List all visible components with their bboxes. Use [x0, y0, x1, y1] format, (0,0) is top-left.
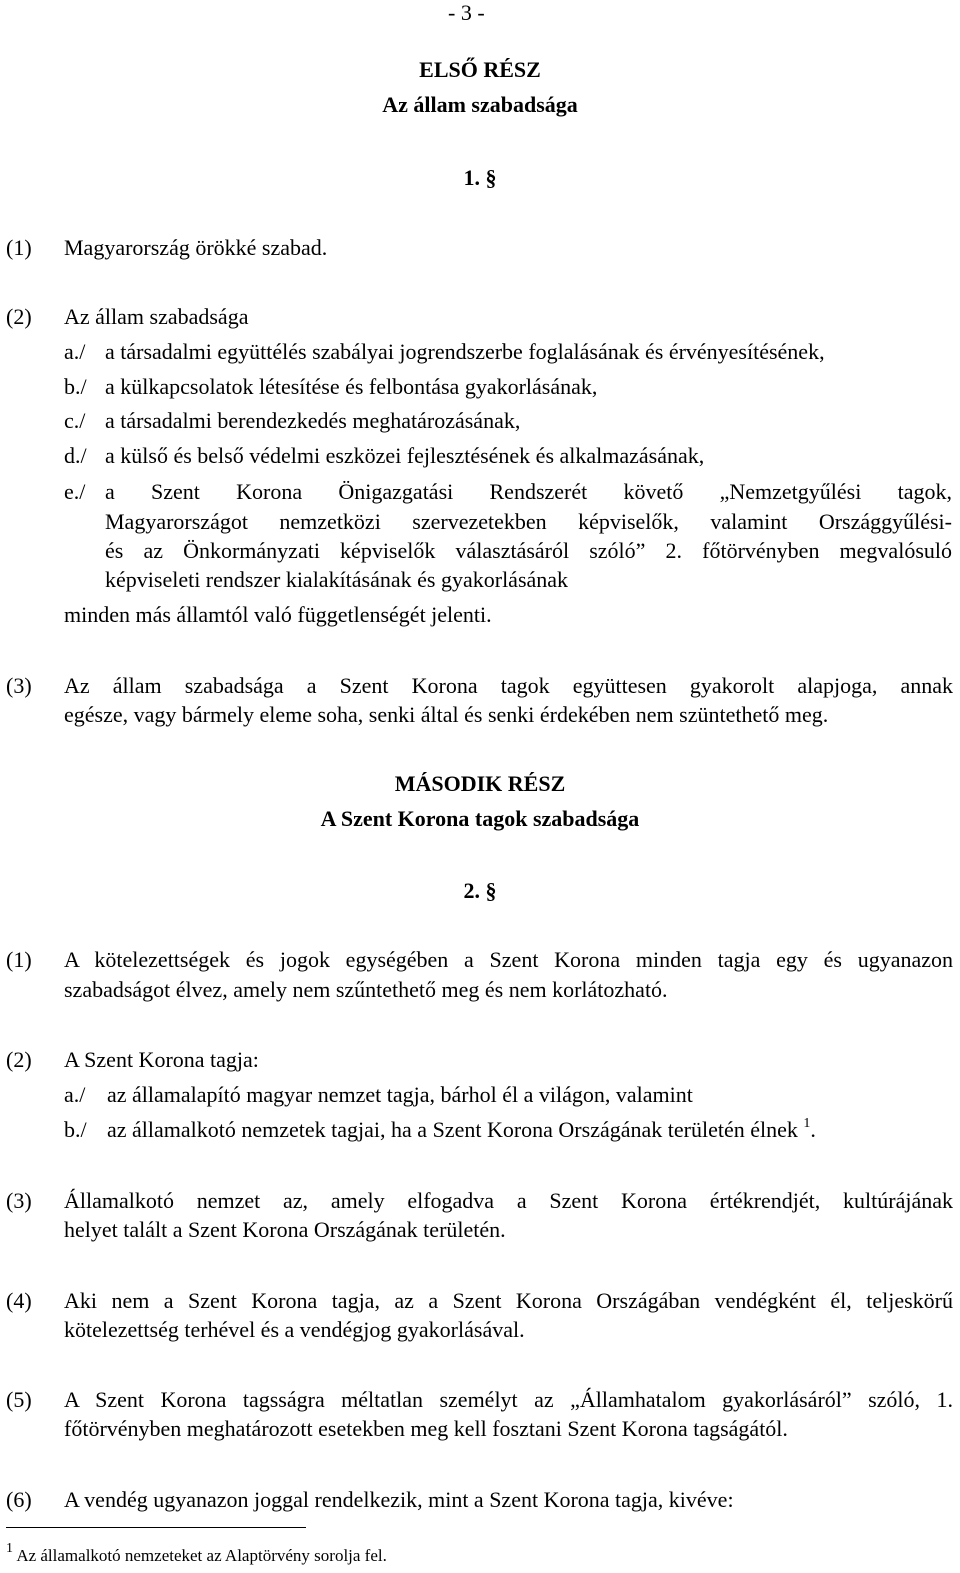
paragraph-number: (2) [6, 1047, 32, 1072]
list-item-text: a külső és belső védelmi eszközei fejlesztésének és alkalmazásának, [105, 443, 705, 468]
list-item-letter: d./ [64, 443, 87, 468]
part-title: Az állam szabadsága [382, 92, 578, 117]
list-item-letter: a./ [64, 339, 86, 364]
paragraph-number: (1) [6, 235, 32, 260]
list-item-text: a társadalmi berendezkedés meghatározásának, [105, 408, 521, 433]
paragraph-number: (1) [6, 947, 32, 972]
page-number: - 3 - [448, 0, 485, 25]
section-number: 1. § [463, 165, 497, 190]
list-item-text: az államalapító magyar nemzet tagja, bárhol él a világon, valamint [107, 1082, 693, 1107]
paragraph-text: Az állam szabadsága [64, 304, 249, 329]
list-item-text-main: az államalkotó nemzetek tagjai, ha a Szent Korona Országának területén élnek [107, 1117, 798, 1142]
list-item-text: a Szent Korona Önigazgatási Rendszerét követő „Nemzetgyűlési tagok, [105, 479, 952, 504]
footnote-mark: 1 [6, 1541, 13, 1557]
list-item-letter: b./ [64, 374, 87, 399]
paragraph-text: Aki nem a Szent Korona tagja, az a Szent Korona Országában vendégként él, teljeskörű [64, 1288, 953, 1313]
list-item-text: és az Önkormányzati képviselők választásáról szóló” 2. főtörvényben megvalósuló [105, 538, 952, 563]
part-heading: MÁSODIK RÉSZ [394, 771, 566, 796]
paragraph-number: (4) [6, 1288, 32, 1313]
paragraph-text: Az állam szabadsága a Szent Korona tagok együttesen gyakorolt alapjoga, annak [64, 673, 953, 698]
paragraph-number: (2) [6, 304, 32, 329]
paragraph-text: főtörvényben meghatározott esetekben meg kell fosztani Szent Korona tagságától. [64, 1416, 788, 1441]
paragraph-text: A Szent Korona tagsságra méltatlan személyt az „Államhatalom gyakorlásáról” szóló, 1. [64, 1387, 953, 1412]
part-title: A Szent Korona tagok szabadsága [320, 806, 640, 831]
footnote-separator [6, 1527, 306, 1528]
paragraph-number: (6) [6, 1487, 32, 1512]
paragraph-text: Magyarország örökké szabad. [64, 235, 328, 260]
list-item-text-tail: . [810, 1117, 816, 1142]
paragraph-number: (3) [6, 673, 32, 698]
list-item-letter: a./ [64, 1082, 86, 1107]
list-item-text: a külkapcsolatok létesítése és felbontása gyakorlásának, [105, 374, 598, 399]
paragraph-text: kötelezettség terhével és a vendégjog gyakorlásával. [64, 1317, 525, 1342]
paragraph-closing: minden más államtól való függetlenségét jelenti. [64, 602, 492, 627]
paragraph-number: (3) [6, 1188, 32, 1213]
paragraph-text: A kötelezettségek és jogok egységében a Szent Korona minden tagja egy és ugyanazon [64, 947, 953, 972]
list-item-letter: e./ [64, 479, 86, 504]
list-item-letter: c./ [64, 408, 86, 433]
paragraph-text: A Szent Korona tagja: [64, 1047, 259, 1072]
footnote [6, 1541, 387, 1567]
list-item-text [107, 1115, 816, 1145]
footnote-text: Az államalkotó nemzeteket az Alaptörvény sorolja fel. [16, 1546, 387, 1565]
paragraph-number: (5) [6, 1387, 32, 1412]
paragraph-text: Államalkotó nemzet az, amely elfogadva a Szent Korona értékrendjét, kultúrájának [64, 1188, 953, 1213]
list-item-letter: b./ [64, 1117, 87, 1142]
paragraph-text: szabadságot élvez, amely nem szűntethető meg és nem korlátozható. [64, 977, 668, 1002]
paragraph-text: A vendég ugyanazon joggal rendelkezik, mint a Szent Korona tagja, kivéve: [64, 1487, 734, 1512]
list-item-text: Magyarországot nemzetközi szervezetekben képviselők, valamint Országgyűlési- [105, 509, 952, 534]
section-number: 2. § [463, 878, 497, 903]
list-item-text: a társadalmi együttélés szabályai jogrendszerbe foglalásának és érvényesítésének, [105, 339, 825, 364]
footnote-reference: 1 [803, 1115, 811, 1131]
part-heading: ELSŐ RÉSZ [419, 57, 541, 82]
paragraph-text: helyet talált a Szent Korona Országának területén. [64, 1217, 506, 1242]
list-item-text: képviseleti rendszer kialakításának és gyakorlásának [105, 567, 569, 592]
paragraph-text: egésze, vagy bármely eleme soha, senki által és senki érdekében nem szüntethető meg. [64, 702, 829, 727]
